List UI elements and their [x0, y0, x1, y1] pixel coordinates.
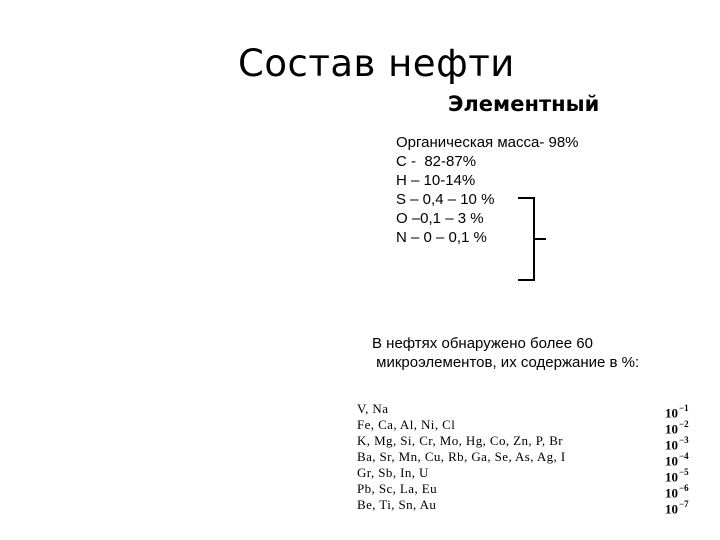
composition-line-hydrogen: Н – 10-14%	[396, 172, 476, 189]
microelements-intro	[372, 334, 639, 372]
composition-line-sulfur: S – 0,4 – 10 %	[396, 191, 495, 208]
table-row	[357, 401, 699, 421]
table-row	[357, 433, 699, 453]
row-elements: Ba, Sr, Mn, Cu, Rb, Ga, Se, As, Ag, I	[357, 449, 566, 464]
row-content-value: $10^{-4}$	[665, 451, 689, 469]
row-content-value: $10^{-1}$	[665, 403, 689, 421]
table-row	[357, 449, 699, 469]
microelements-intro-line: В нефтях обнаружено более 60	[372, 335, 593, 352]
row-content-value: $10^{-6}$	[665, 483, 689, 501]
row-content-value: $10^{-5}$	[665, 467, 689, 485]
table-row	[357, 497, 699, 517]
row-content-value: $10^{-2}$	[665, 419, 689, 437]
row-elements: V, Na	[357, 401, 389, 416]
composition-line-nitrogen: N – 0 – 0,1 %	[396, 229, 487, 246]
row-elements: Fe, Ca, Al, Ni, Cl	[357, 417, 456, 432]
slide-title: Состав нефти	[238, 42, 515, 85]
microelements-table	[357, 401, 699, 517]
composition-line-oxygen: О –0,1 – 3 %	[396, 210, 484, 227]
row-elements: K, Mg, Si, Cr, Mo, Hg, Co, Zn, P, Br	[357, 433, 564, 448]
row-elements: Gr, Sb, In, U	[357, 465, 429, 480]
table-row	[357, 417, 699, 437]
row-content-value: $10^{-7}$	[665, 499, 689, 517]
slide-subtitle: Элементный	[448, 92, 600, 116]
elemental-composition-list	[396, 133, 579, 247]
row-elements: Pb, Sc, La, Eu	[357, 481, 437, 496]
table-row	[357, 465, 699, 485]
table-row	[357, 481, 699, 501]
row-content-value: $10^{-3}$	[665, 435, 689, 453]
row-elements: Be, Ti, Sn, Au	[357, 497, 437, 512]
microelements-intro-line: микроэлементов, их содержание в %:	[372, 354, 640, 371]
composition-line-carbon: С - 82-87%	[396, 153, 477, 170]
composition-line-organic-mass: Органическая масса- 98%	[396, 134, 579, 151]
grouping-bracket	[516, 196, 548, 282]
